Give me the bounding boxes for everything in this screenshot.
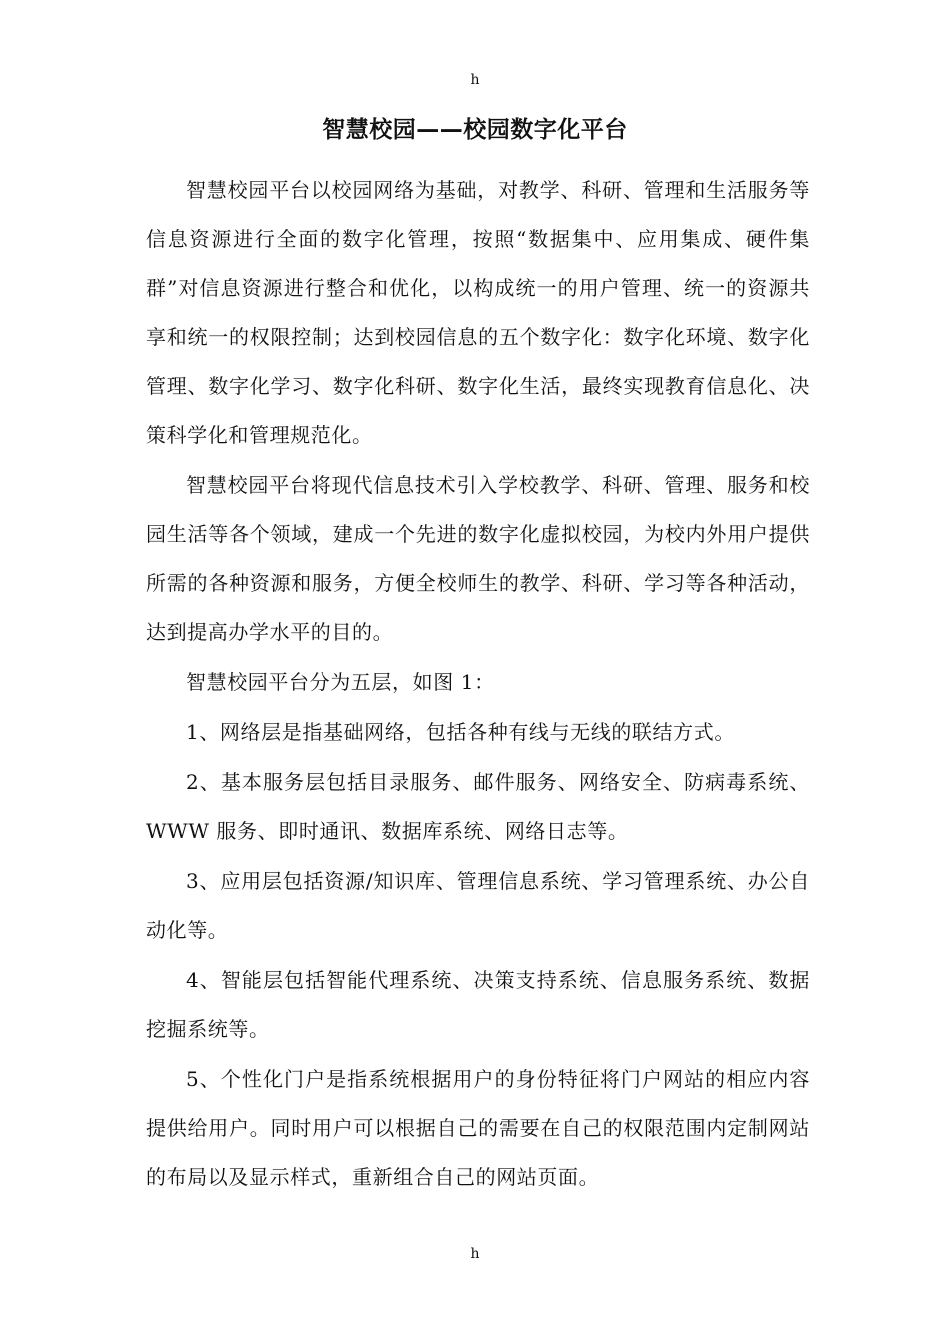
page-header: h bbox=[470, 72, 480, 88]
list-item-intelligence-layer: 4、智能层包括智能代理系统、决策支持系统、信息服务系统、数据挖掘系统等。 bbox=[146, 968, 810, 1041]
list-item-basic-service-layer: 2、基本服务层包括目录服务、邮件服务、网络安全、防病毒系统、WWW 服务、即时通讯、数据库系统、网络日志等。 bbox=[146, 770, 810, 843]
list-item-network-layer: 1、网络层是指基础网络，包括各种有线与无线的联结方式。 bbox=[186, 720, 735, 744]
paragraph-layers-intro: 智慧校园平台分为五层，如图 1： bbox=[186, 670, 495, 694]
paragraph-purpose: 智慧校园平台将现代信息技术引入学校教学、科研、管理、服务和校园生活等各个领域，建成一个先进的数字化虚拟校园，为校内外用户提供所需的各种资源和服务，方便全校师生的教学、科研、学习等各种活动，达到提高办学水平的目的。 bbox=[146, 473, 810, 644]
paragraph-intro: 智慧校园平台以校园网络为基础，对教学、科研、管理和生活服务等信息资源进行全面的数字化管理，按照“数据集中、应用集成、硬件集群”对信息资源进行整合和优化，以构成统一的用户管理、统一的资源共享和统一的权限控制；达到校园信息的五个数字化：数字化环境、数字化管理、数字化学习、数字化科研、数字化生活，最终实现教育信息化、决策科学化和管理规范化。 bbox=[146, 178, 810, 447]
list-item-portal-layer: 5、个性化门户是指系统根据用户的身份特征将门户网站的相应内容提供给用户。同时用户可以根据自己的需要在自己的权限范围内定制网站的布局以及显示样式，重新组合自己的网站页面。 bbox=[146, 1067, 810, 1189]
list-item-application-layer: 3、应用层包括资源/知识库、管理信息系统、学习管理系统、办公自动化等。 bbox=[146, 869, 810, 942]
document-body bbox=[146, 166, 810, 1203]
document-title: 智慧校园——校园数字化平台 bbox=[322, 117, 628, 143]
page-footer: h bbox=[470, 1246, 480, 1262]
